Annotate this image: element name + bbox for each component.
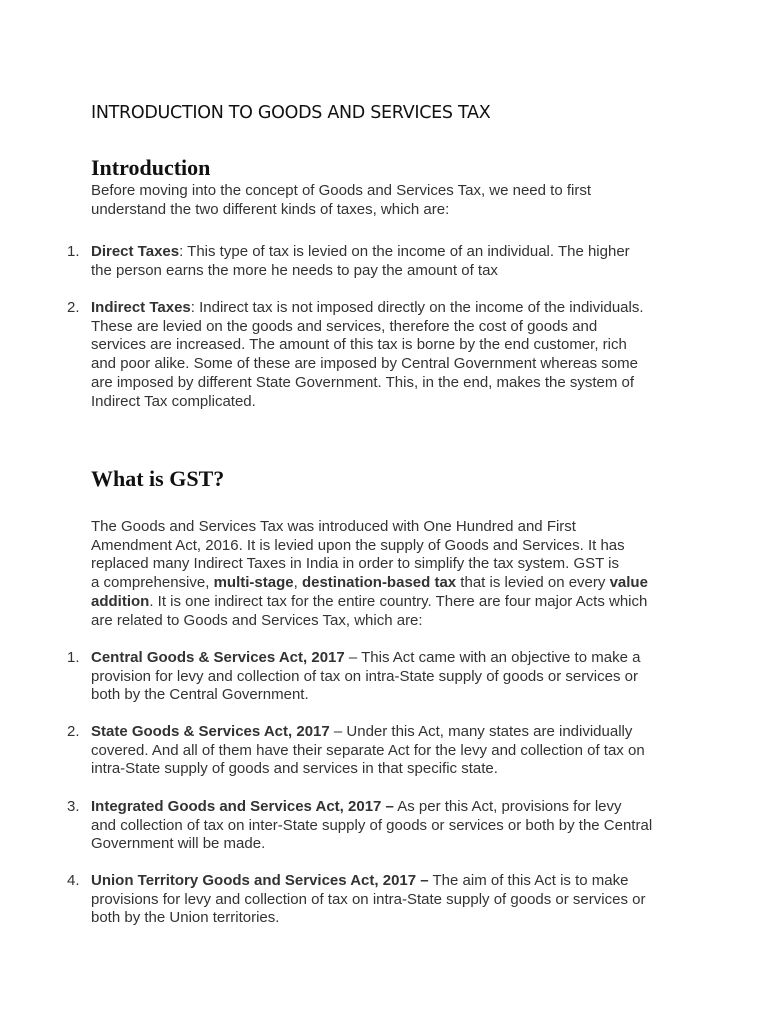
list-item-line: services are increased. The amount of this tax is borne by the end customer, rich: [91, 336, 627, 354]
act-description: The aim of this Act is to make: [428, 872, 629, 889]
list-item-body: [91, 649, 711, 705]
act-name: Union Territory Goods and Services Act, 2017 –: [91, 872, 429, 889]
list-item-body: [91, 798, 711, 854]
list-number: 4.: [67, 872, 80, 889]
list-item-line: [91, 243, 711, 262]
list-item-line: Indirect Tax complicated.: [91, 392, 256, 410]
term-addition: addition: [91, 592, 150, 610]
term-value: value: [609, 574, 648, 592]
list-item-line: and poor alike. Some of these are imposed by Central Government whereas some: [91, 355, 638, 373]
list-item-line: both by the Union territories.: [91, 909, 280, 927]
act-name: State Goods & Services Act, 2017: [91, 723, 330, 740]
list-item-body: [91, 299, 711, 411]
list-item-line: the person earns the more he needs to pay the amount of tax: [91, 261, 498, 279]
list-item-line: are imposed by different State Government. This, in the end, makes the system of: [91, 373, 635, 391]
term-definition: : Indirect tax is not imposed directly on the income of the individuals.: [190, 299, 644, 316]
introduction-heading: Introduction: [91, 155, 211, 180]
list-item-line: provisions for levy and collection of tax on intra-State supply of goods or services or: [91, 890, 646, 908]
list-number: 1.: [67, 243, 80, 260]
paragraph-line: [91, 593, 691, 612]
list-item-body: [91, 723, 711, 779]
gst-paragraph: [91, 518, 691, 630]
list-item-body: [91, 872, 711, 928]
list-item-line: [91, 299, 711, 318]
act-description: As per this Act, provisions for levy: [393, 798, 622, 815]
list-item-line: provision for levy and collection of tax on intra-State supply of goods or services or: [91, 667, 638, 685]
term-multi-stage: multi-stage: [213, 574, 294, 592]
list-item-line: covered. And all of them have their separate Act for the levy and collection of tax on: [91, 741, 645, 759]
paragraph-line: Before moving into the concept of Goods and Services Tax, we need to first: [91, 182, 592, 199]
act-description: – This Act came with an objective to make a: [344, 649, 641, 666]
text-run: that is levied on every: [456, 574, 610, 592]
term-indirect-taxes: Indirect Taxes: [91, 299, 191, 316]
list-item-line: [91, 872, 711, 891]
list-item-line: both by the Central Government.: [91, 686, 309, 704]
paragraph-line: Amendment Act, 2016. It is levied upon the supply of Goods and Services. It has: [91, 536, 625, 554]
list-item-line: [91, 723, 711, 742]
introduction-paragraph: [91, 182, 691, 219]
term-direct-taxes: Direct Taxes: [91, 243, 180, 260]
paragraph-line: The Goods and Services Tax was introduced with One Hundred and First: [91, 518, 576, 535]
list-number: 3.: [67, 798, 80, 815]
paragraph-line: [91, 574, 691, 593]
paragraph-line: are related to Goods and Services Tax, which are:: [91, 611, 423, 629]
list-item-body: [91, 243, 711, 280]
list-number: 2.: [67, 723, 80, 740]
act-name: Integrated Goods and Services Act, 2017 –: [91, 798, 394, 815]
list-item-line: and collection of tax on inter-State supply of goods or services or both by the Central: [91, 816, 653, 834]
text-run: . It is one indirect tax for the entire country. There are four major Acts which: [149, 592, 648, 610]
act-description: – Under this Act, many states are individually: [329, 723, 633, 740]
list-item-line: [91, 649, 711, 668]
text-run: a comprehensive,: [91, 574, 214, 592]
text-run: ,: [293, 574, 302, 592]
list-item-line: intra-State supply of goods and services in that specific state.: [91, 760, 498, 778]
term-definition: : This type of tax is levied on the income of an individual. The higher: [179, 243, 630, 260]
what-is-gst-heading: What is GST?: [91, 466, 225, 491]
paragraph-line: understand the two different kinds of taxes, which are:: [91, 200, 450, 218]
list-item-line: These are levied on the goods and services, therefore the cost of goods and: [91, 317, 598, 335]
term-destination-based-tax: destination-based tax: [301, 574, 457, 592]
act-name: Central Goods & Services Act, 2017: [91, 649, 345, 666]
list-number: 2.: [67, 299, 80, 316]
document-title: INTRODUCTION TO GOODS AND SERVICES TAX: [91, 103, 491, 123]
list-number: 1.: [67, 649, 80, 666]
list-item-line: [91, 798, 711, 817]
list-item-line: Government will be made.: [91, 835, 266, 853]
paragraph-line: replaced many Indirect Taxes in India in order to simplify the tax system. GST is: [91, 555, 620, 573]
